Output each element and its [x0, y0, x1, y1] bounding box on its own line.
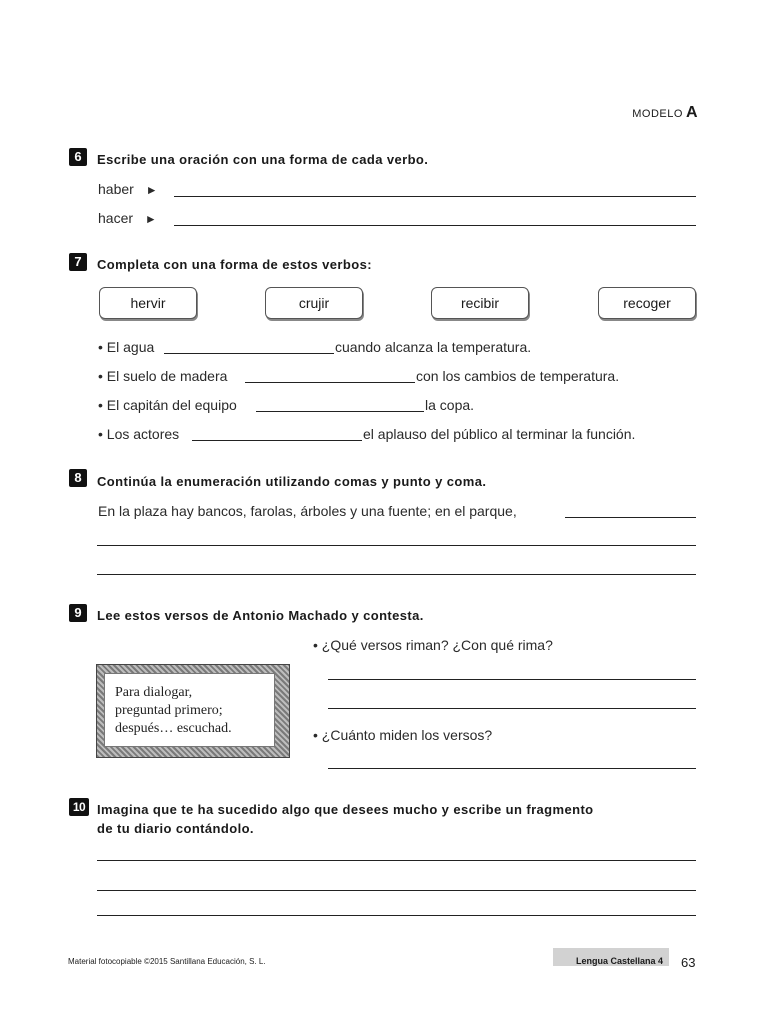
poem-text: [115, 684, 232, 738]
copyright-notice: Material fotocopiable ©2015 Santillana Educación, S. L.: [68, 957, 266, 966]
verb-box-recoger: recoger: [598, 287, 696, 319]
page-number: 63: [681, 955, 696, 970]
q7-sentence-end: con los cambios de temperatura.: [416, 368, 620, 384]
verb-label: haber: [98, 181, 134, 197]
q6-item-haber: [98, 181, 158, 197]
subject-tab: Lengua Castellana 4: [553, 948, 669, 966]
model-letter: A: [685, 104, 698, 121]
question-10-instruction-line1: Imagina que te ha sucedido algo que desees mucho y escribe un fragmento: [97, 802, 594, 817]
q7-sentence: • El capitán del equipo: [98, 397, 237, 413]
poem-card: [104, 673, 275, 747]
q7-sentence-end: la copa.: [425, 397, 475, 413]
question-9-number: 9: [69, 604, 87, 622]
question-10-number: 10: [69, 798, 89, 816]
poem-line: después… escuchad.: [115, 721, 232, 736]
answer-line[interactable]: [174, 225, 696, 226]
answer-line[interactable]: [328, 679, 696, 680]
verb-box-crujir: crujir: [265, 287, 363, 319]
question-7-number: 7: [69, 253, 87, 271]
question-7-instruction: Completa con una forma de estos verbos:: [97, 257, 372, 272]
poem-frame: [96, 664, 290, 758]
arrow-right-icon: ►: [145, 183, 158, 197]
question-6-instruction: Escribe una oración con una forma de cada verbo.: [97, 152, 429, 167]
answer-line[interactable]: [328, 708, 696, 709]
q7-sentence: • El agua: [98, 339, 155, 355]
q7-sentence-end: cuando alcanza la temperatura.: [335, 339, 532, 355]
q9-question-rhyme: • ¿Qué versos riman? ¿Con qué rima?: [313, 637, 553, 653]
q7-sentence: • El suelo de madera: [98, 368, 228, 384]
q8-text: En la plaza hay bancos, farolas, árboles y una fuente; en el parque,: [98, 503, 517, 519]
answer-line[interactable]: [256, 411, 424, 412]
answer-line[interactable]: [97, 915, 696, 916]
verb-label: hacer: [98, 210, 134, 226]
q9-question-meter: • ¿Cuánto miden los versos?: [313, 727, 493, 743]
q6-item-hacer: [98, 210, 157, 226]
model-label: [632, 104, 698, 122]
question-8-instruction: Continúa la enumeración utilizando comas y punto y coma.: [97, 474, 487, 489]
answer-line[interactable]: [245, 382, 415, 383]
answer-line[interactable]: [174, 196, 696, 197]
answer-line[interactable]: [97, 860, 696, 861]
poem-line: Para dialogar,: [115, 685, 193, 700]
poem-line: preguntad primero;: [115, 703, 223, 718]
question-8-number: 8: [69, 469, 87, 487]
answer-line[interactable]: [164, 353, 334, 354]
question-6-number: 6: [69, 148, 87, 166]
answer-line[interactable]: [328, 768, 696, 769]
q7-sentence: • Los actores: [98, 426, 180, 442]
answer-line[interactable]: [97, 890, 696, 891]
arrow-right-icon: ►: [144, 212, 157, 226]
answer-line[interactable]: [565, 517, 696, 518]
verb-box-recibir: recibir: [431, 287, 529, 319]
question-10-instruction-line2: de tu diario contándolo.: [97, 821, 254, 836]
answer-line[interactable]: [97, 545, 696, 546]
question-9-instruction: Lee estos versos de Antonio Machado y contesta.: [97, 608, 424, 623]
model-text: MODELO: [632, 108, 683, 120]
answer-line[interactable]: [192, 440, 362, 441]
verb-box-hervir: hervir: [99, 287, 197, 319]
answer-line[interactable]: [97, 574, 696, 575]
q7-sentence-end: el aplauso del público al terminar la función.: [363, 426, 636, 442]
